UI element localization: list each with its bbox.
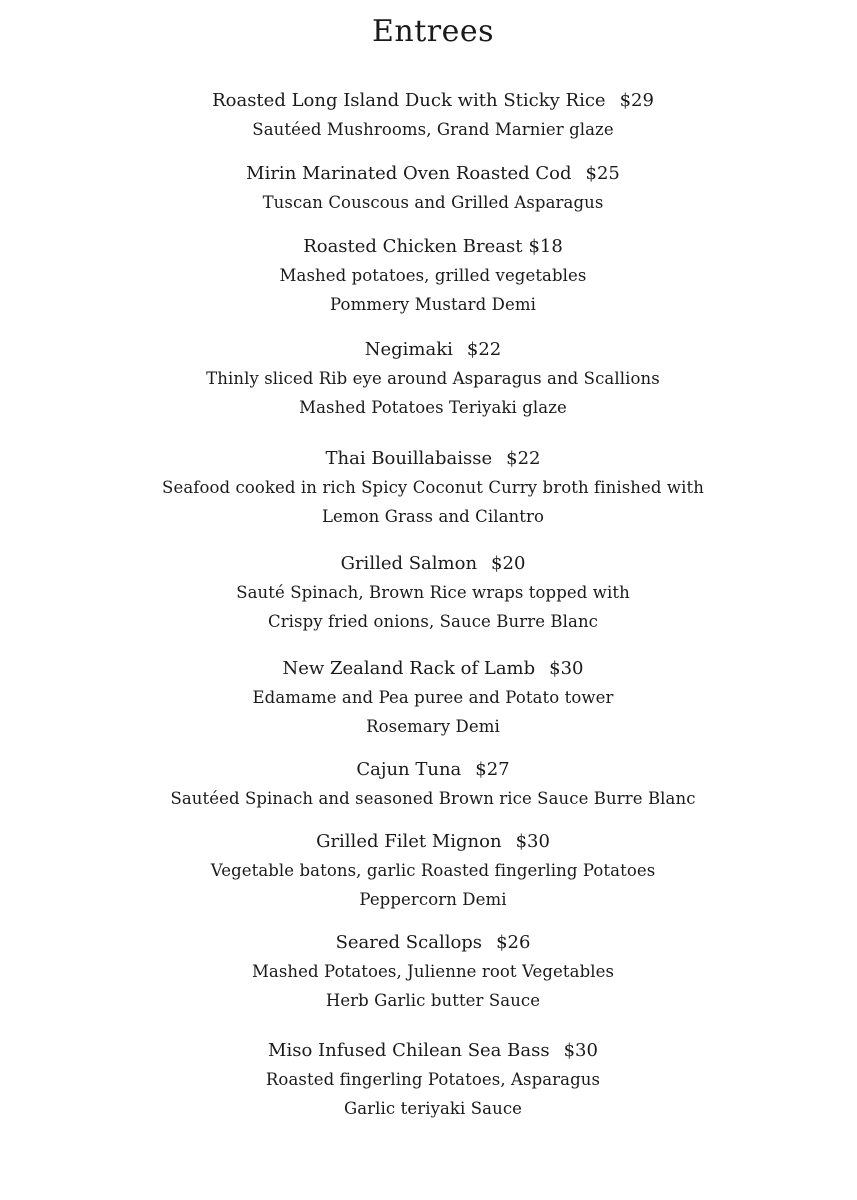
menu-item-header bbox=[0, 549, 857, 578]
menu-item-name: Roasted Chicken Breast bbox=[303, 236, 523, 257]
menu-item-name: Grilled Filet Mignon bbox=[316, 831, 502, 852]
menu-item-description: Vegetable batons, garlic Roasted fingerling Potatoes bbox=[210, 861, 656, 880]
menu-item-header bbox=[0, 335, 857, 364]
menu-item-negimaki bbox=[0, 335, 857, 422]
menu-item-lamb bbox=[0, 654, 857, 741]
menu-item-description: Rosemary Demi bbox=[366, 717, 500, 736]
menu-item-description: Mashed potatoes, grilled vegetables bbox=[279, 266, 587, 285]
menu-item-price: $30 bbox=[515, 831, 550, 852]
menu-item-description: Lemon Grass and Cilantro bbox=[321, 507, 545, 526]
menu-item-price: $20 bbox=[491, 553, 526, 574]
menu-item-salmon bbox=[0, 549, 857, 636]
menu-item-description: Seafood cooked in rich Spicy Coconut Curry broth finished with bbox=[162, 478, 704, 497]
menu-item-header bbox=[0, 654, 857, 683]
page-title: Entrees bbox=[371, 14, 495, 49]
menu-item-name: Seared Scallops bbox=[335, 932, 483, 953]
menu-item-header bbox=[0, 86, 857, 115]
menu-item-scallops bbox=[0, 928, 857, 1015]
menu-item-header bbox=[0, 1036, 857, 1065]
menu-item-name: Roasted Long Island Duck with Sticky Rice bbox=[212, 90, 606, 111]
menu-item-header bbox=[0, 928, 857, 957]
menu-item-name: Grilled Salmon bbox=[340, 553, 478, 574]
menu-item-name: Miso Infused Chilean Sea Bass bbox=[268, 1040, 550, 1061]
menu-item-description: Sautéed Mushrooms, Grand Marnier glaze bbox=[252, 120, 614, 139]
menu-item-price: $27 bbox=[475, 759, 510, 780]
menu-item-tuna bbox=[0, 755, 857, 813]
menu-item-name: Thai Bouillabaisse bbox=[325, 448, 493, 469]
menu-item-description: Crispy fried onions, Sauce Burre Blanc bbox=[267, 612, 599, 631]
menu-item-description: Tuscan Couscous and Grilled Asparagus bbox=[262, 193, 604, 212]
menu-item-header bbox=[0, 444, 857, 473]
menu-item-duck bbox=[0, 86, 857, 144]
menu-item-header bbox=[0, 159, 857, 188]
menu-item-cod bbox=[0, 159, 857, 217]
menu-item-price: $22 bbox=[506, 448, 541, 469]
menu-item-header bbox=[0, 755, 857, 784]
menu-item-description: Roasted fingerling Potatoes, Asparagus bbox=[265, 1070, 601, 1089]
menu-item-description: Sautéed Spinach and seasoned Brown rice Sauce Burre Blanc bbox=[170, 789, 696, 808]
menu-item-price: $30 bbox=[563, 1040, 598, 1061]
menu-item-description: Mashed Potatoes Teriyaki glaze bbox=[299, 398, 567, 417]
menu-item-filet-mignon bbox=[0, 827, 857, 914]
menu-item-price: $22 bbox=[466, 339, 502, 360]
menu-item-description: Thinly sliced Rib eye around Asparagus and Scallions bbox=[206, 369, 660, 388]
menu-item-description: Peppercorn Demi bbox=[359, 890, 507, 909]
menu-item-description: Mashed Potatoes, Julienne root Vegetables bbox=[251, 962, 615, 981]
menu-item-description: Edamame and Pea puree and Potato tower bbox=[252, 688, 614, 707]
menu-item-chicken bbox=[0, 232, 857, 319]
menu-item-price: $26 bbox=[496, 932, 531, 953]
menu-item-description: Pommery Mustard Demi bbox=[330, 295, 536, 314]
menu-item-header bbox=[0, 827, 857, 856]
menu-item-name: New Zealand Rack of Lamb bbox=[282, 658, 536, 679]
menu-item-price: $18 bbox=[528, 236, 563, 257]
menu-item-name: Mirin Marinated Oven Roasted Cod bbox=[246, 163, 572, 184]
menu-item-header bbox=[0, 232, 857, 261]
menu-item-price: $25 bbox=[585, 163, 620, 184]
menu-item-name: Cajun Tuna bbox=[356, 759, 462, 780]
menu-item-description: Sauté Spinach, Brown Rice wraps topped with bbox=[236, 583, 630, 602]
menu-item-price: $29 bbox=[619, 90, 654, 111]
menu-item-description: Herb Garlic butter Sauce bbox=[325, 991, 541, 1010]
menu-item-name: Negimaki bbox=[364, 339, 453, 360]
menu-item-sea-bass bbox=[0, 1036, 857, 1123]
menu-item-description: Garlic teriyaki Sauce bbox=[343, 1099, 523, 1118]
menu-item-price: $30 bbox=[549, 658, 584, 679]
menu-item-bouillabaisse bbox=[0, 444, 857, 531]
